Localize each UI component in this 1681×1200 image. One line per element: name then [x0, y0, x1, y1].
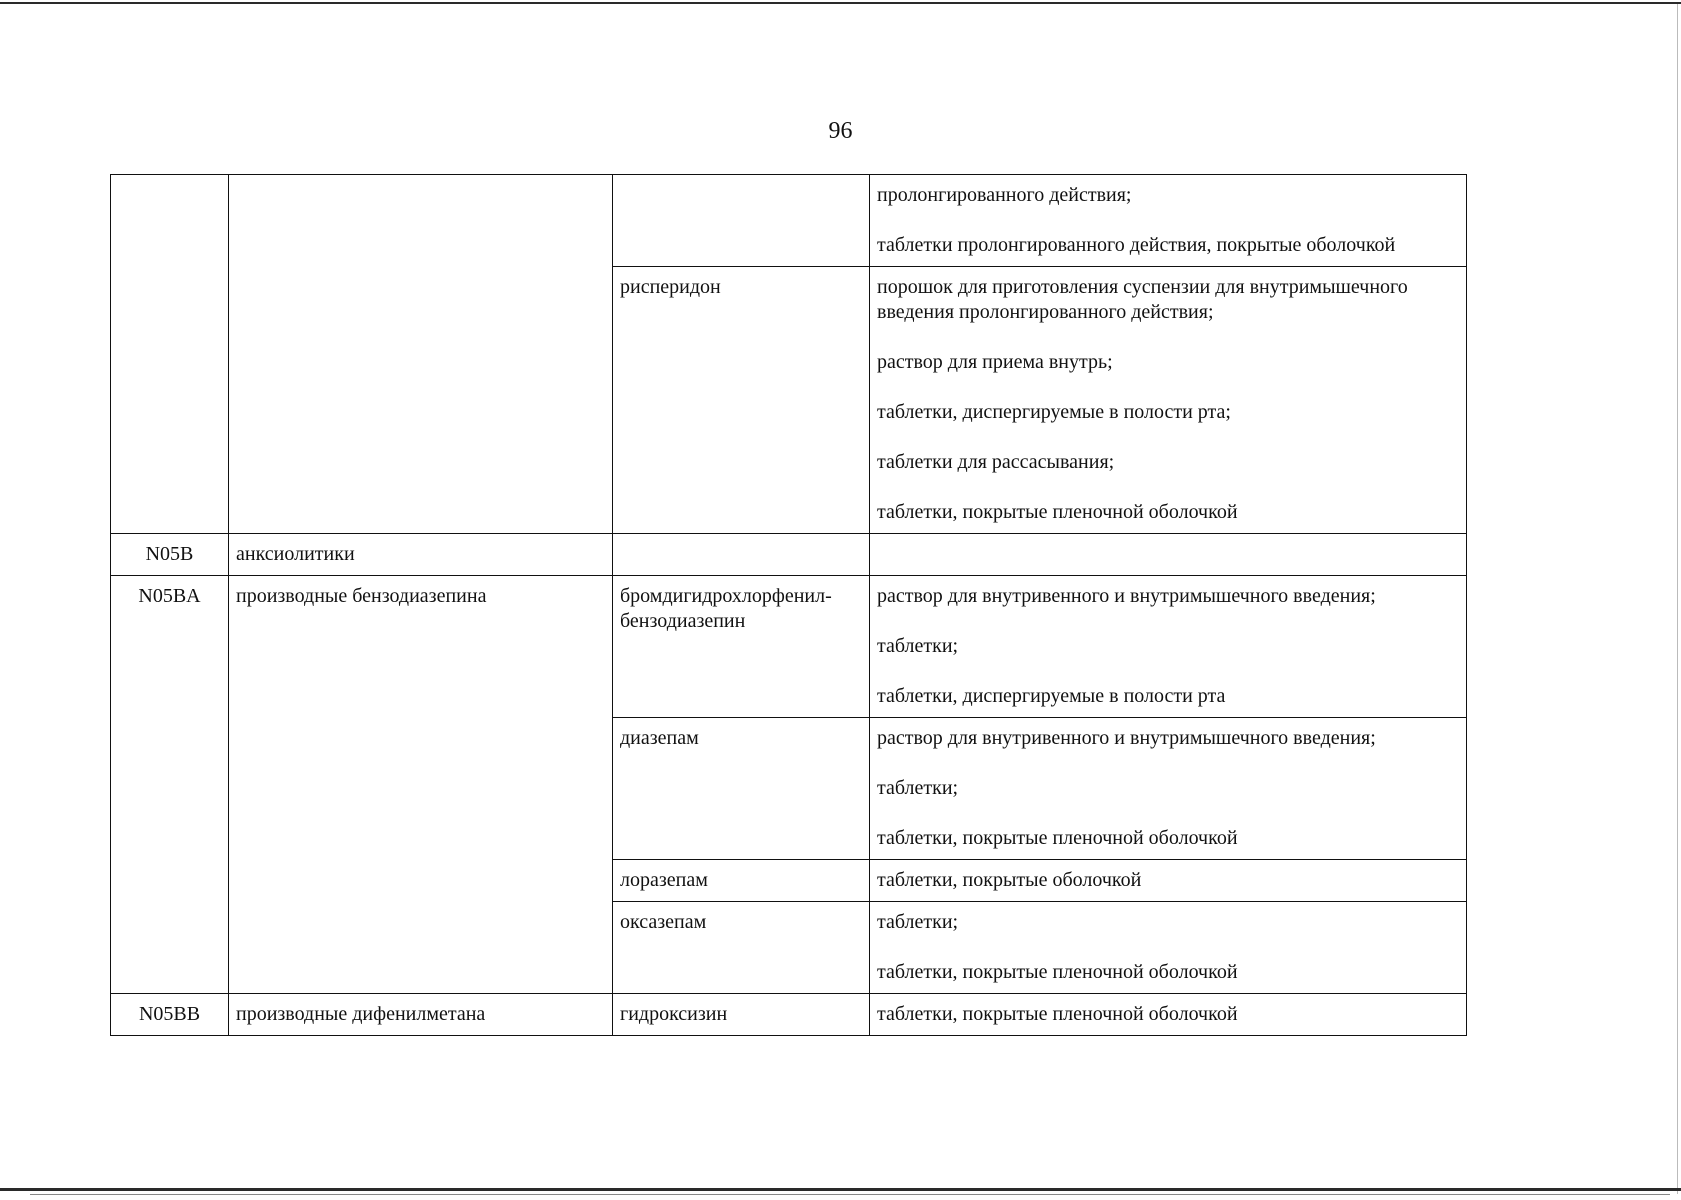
atc-code: N05BB	[138, 1003, 201, 1025]
drug-cell	[613, 718, 870, 860]
table-row	[111, 994, 1467, 1036]
drug-cell	[613, 860, 870, 902]
dosage-form: раствор для приема внутрь;	[877, 351, 1113, 373]
group-cell	[229, 175, 613, 534]
group-name: производные дифенилметана	[236, 1003, 486, 1025]
drug-table	[110, 174, 1467, 1036]
drug-cell	[613, 994, 870, 1036]
drug-cell	[613, 175, 870, 267]
dosage-form: таблетки;	[877, 911, 959, 933]
dosage-form: таблетки, покрытые пленочной оболочкой	[877, 961, 1238, 983]
dosage-form: таблетки пролонгированного действия, покрытые оболочкой	[877, 234, 1396, 256]
forms-cell	[870, 994, 1467, 1036]
atc-code: N05BA	[138, 585, 201, 607]
atc-code-cell	[111, 994, 229, 1036]
dosage-form: таблетки, диспергируемые в полости рта;	[877, 401, 1231, 423]
dosage-form: таблетки, покрытые пленочной оболочкой	[877, 827, 1238, 849]
table-row	[111, 175, 1467, 267]
dosage-form: таблетки, покрытые пленочной оболочкой	[877, 1003, 1238, 1025]
atc-code: N05B	[145, 543, 194, 565]
dosage-form: таблетки, покрытые пленочной оболочкой	[877, 501, 1238, 523]
group-cell	[229, 576, 613, 994]
dosage-form: таблетки;	[877, 777, 959, 799]
drug-cell	[613, 534, 870, 576]
dosage-form: таблетки, покрытые оболочкой	[877, 869, 1142, 891]
atc-code-cell	[111, 534, 229, 576]
group-name: анксиолитики	[236, 543, 355, 565]
forms-cell	[870, 267, 1467, 534]
forms-cell	[870, 576, 1467, 718]
page-number: 96	[828, 118, 853, 144]
bottom-border-line	[0, 1188, 1681, 1191]
drug-cell	[613, 902, 870, 994]
drug-name: гидроксизин	[620, 1003, 728, 1025]
dosage-form: таблетки;	[877, 635, 959, 657]
forms-cell	[870, 175, 1467, 267]
drug-name: лоразепам	[620, 869, 708, 891]
dosage-form: порошок для приготовления суспензии для внутримышечного введения пролонгированного действия;	[877, 276, 1408, 323]
table-row	[111, 576, 1467, 718]
drug-name: рисперидон	[620, 276, 721, 298]
top-border-line	[0, 2, 1681, 4]
drug-name: оксазепам	[620, 911, 707, 933]
drug-cell	[613, 576, 870, 718]
dosage-form: таблетки, диспергируемые в полости рта	[877, 685, 1226, 707]
group-cell	[229, 994, 613, 1036]
table-row	[111, 534, 1467, 576]
dosage-form: раствор для внутривенного и внутримышечного введения;	[877, 727, 1376, 749]
atc-code-cell	[111, 576, 229, 994]
group-cell	[229, 534, 613, 576]
drug-name: диазепам	[620, 727, 699, 749]
right-edge-line	[1677, 4, 1678, 1194]
forms-cell	[870, 902, 1467, 994]
dosage-form: таблетки для рассасывания;	[877, 451, 1115, 473]
atc-code-cell	[111, 175, 229, 534]
drug-cell	[613, 267, 870, 534]
bottom-thin-line	[30, 1194, 1670, 1195]
forms-cell	[870, 860, 1467, 902]
forms-cell	[870, 718, 1467, 860]
forms-cell	[870, 534, 1467, 576]
group-name: производные бензодиазепина	[236, 585, 487, 607]
dosage-form: раствор для внутривенного и внутримышечного введения;	[877, 585, 1376, 607]
dosage-form: пролонгированного действия;	[877, 184, 1132, 206]
drug-name: бромдигидрохлорфенил-бензодиазепин	[620, 585, 832, 632]
